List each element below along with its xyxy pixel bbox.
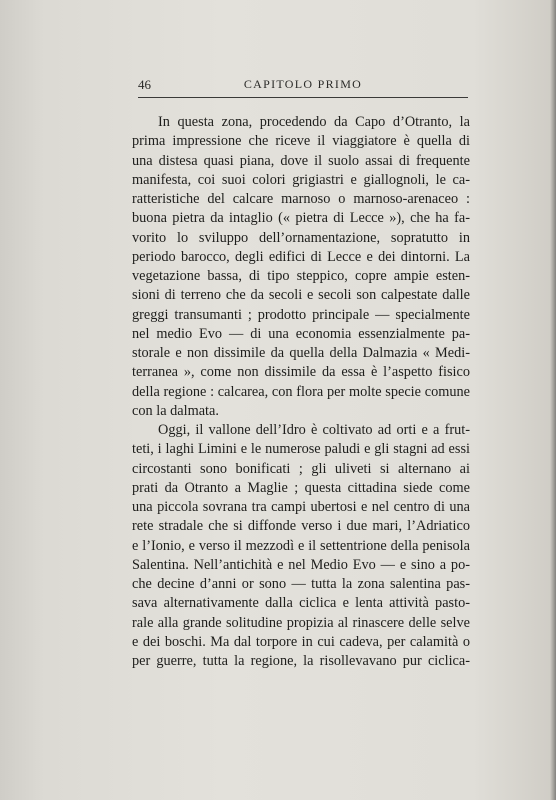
text-line: periodo barocco, degli edifici di Lecce e dei dintorni. La xyxy=(132,248,470,265)
text-line: con la dalmata. xyxy=(132,402,219,419)
text-line: rale alla grande solitudine propizia al rinascere delle selve xyxy=(132,614,470,631)
text-line: e dei boschi. Ma dal torpore in cui cadeva, per calamità o xyxy=(132,633,470,650)
text-line: rete stradale che si diffonde verso i due mari, l’Adriatico xyxy=(132,518,470,535)
body-text xyxy=(132,113,470,671)
paragraph-1 xyxy=(132,113,470,421)
page-header xyxy=(138,77,468,98)
text-line: greggi transumanti ; prodotto principale — specialmente xyxy=(132,306,470,323)
text-line: nel medio Evo — di una economia essenzialmente pa- xyxy=(132,325,470,342)
text-line: In questa zona, procedendo da Capo d’Otranto, la xyxy=(158,114,470,130)
text-line: che decine d’anni or sono — tutta la zona salentina pas- xyxy=(132,576,470,592)
text-line: una piccola sovrana tra campi ubertosi e nel centro di una xyxy=(132,499,470,515)
text-line: storale e non dissimile da quella della Dalmazia « Medi- xyxy=(132,345,470,361)
text-line: della regione : calcarea, con flora per molte specie comune xyxy=(132,383,470,400)
text-line: vorito lo sviluppo dell’ornamentazione, sopratutto in xyxy=(132,229,470,246)
text-line: teti, i laghi Limini e le numerose paludi e gli stagni ad essi xyxy=(132,441,470,458)
running-title: CAPITOLO PRIMO xyxy=(243,77,363,91)
text-line: e l’Ionio, e verso il mezzodì e il settentrione della penisola xyxy=(132,537,470,554)
text-line: Oggi, il vallone dell’Idro è coltivato ad orti e a frut- xyxy=(158,422,470,438)
text-line: prima impressione che riceve il viaggiatore è quella di xyxy=(132,133,470,150)
text-line: ratteristiche del calcare marnoso o marnoso-arenaceo : xyxy=(132,191,470,207)
text-line: manifesta, coi suoi colori grigiastri e giallognoli, le ca- xyxy=(132,171,470,188)
text-line: Salentina. Nell’antichità e nel Medio Evo — e sino a po- xyxy=(132,556,470,573)
text-line: una distesa quasi piana, dove il suolo assai di frequente xyxy=(132,152,470,169)
text-line: circostanti sono bonificati ; gli uliveti si alternano ai xyxy=(132,460,470,477)
text-line: terranea », come non dissimile da essa è l’aspetto fisico xyxy=(132,364,470,381)
text-line: per guerre, tutta la regione, la risollevavano pur ciclica- xyxy=(132,653,470,669)
text-line: vegetazione bassa, di tipo steppico, copre ampie esten- xyxy=(132,268,470,284)
paragraph-2 xyxy=(132,421,470,671)
page-edge-shadow xyxy=(550,0,556,800)
page-number: 46 xyxy=(138,77,151,92)
text-line: prati da Otranto a Maglie ; questa cittadina siede come xyxy=(132,479,470,496)
text-line: sava alternativamente dalla ciclica e lenta attività pasto- xyxy=(132,595,470,612)
text-line: sioni di terreno che da secoli e secoli son calpestate dalle xyxy=(132,287,470,304)
text-line: buona pietra da intaglio (« pietra di Lecce »), che ha fa- xyxy=(132,210,470,227)
